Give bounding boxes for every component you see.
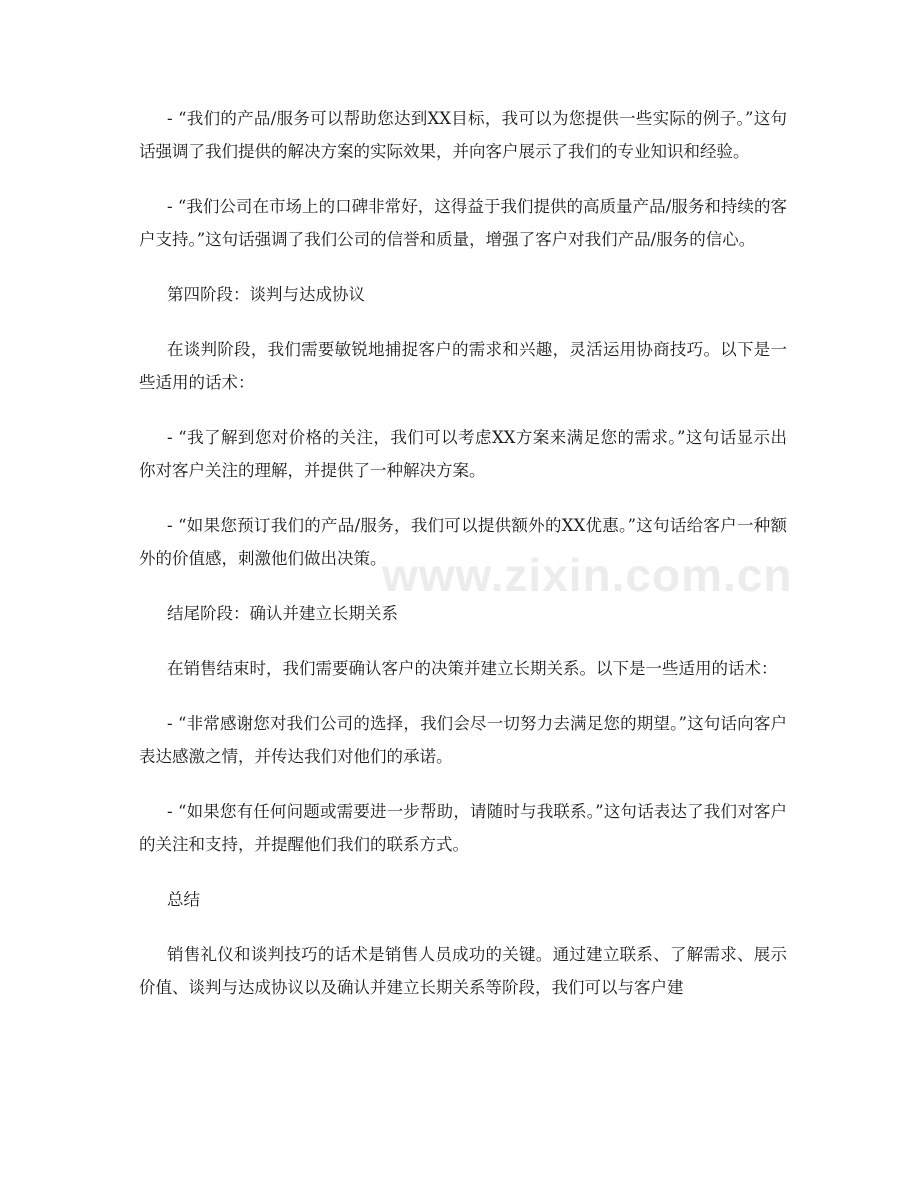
paragraph-thanks-quote: - “非常感谢您对我们公司的选择，我们会尽一切努力去满足您的期望。”这句话向客户表达感激之情，并传达我们对他们的承诺。 xyxy=(139,714,787,766)
section-heading-summary: 总结 xyxy=(167,890,200,909)
paragraph-reputation-quote: - “我们公司在市场上的口碑非常好，这得益于我们提供的高质量产品/服务和持续的客户支持。”这句话强调了我们公司的信誉和质量，增强了客户对我们产品/服务的信心。 xyxy=(139,197,787,249)
paragraph-negotiation-intro: 在谈判阶段，我们需要敏锐地捕捉客户的需求和兴趣，灵活运用协商技巧。以下是一些适用的话术： xyxy=(139,340,787,392)
paragraph-contact-quote: - “如果您有任何问题或需要进一步帮助，请随时与我联系。”这句话表达了我们对客户的关注和支持，并提醒他们我们的联系方式。 xyxy=(139,802,787,854)
paragraph-closing-intro: 在销售结束时，我们需要确认客户的决策并建立长期关系。以下是一些适用的话术： xyxy=(167,659,778,678)
paragraph-discount-quote: - “如果您预订我们的产品/服务，我们可以提供额外的XX优惠。”这句话给客户一种额外的价值感，刺激他们做出决策。 xyxy=(139,516,787,568)
paragraph-price-quote: - “我了解到您对价格的关注，我们可以考虑XX方案来满足您的需求。”这句话显示出你对客户关注的理解，并提供了一种解决方案。 xyxy=(139,428,787,480)
paragraph-summary: 销售礼仪和谈判技巧的话术是销售人员成功的关键。通过建立联系、了解需求、展示价值、谈判与达成协议以及确认并建立长期关系等阶段，我们可以与客户建 xyxy=(139,945,787,997)
document-body xyxy=(139,102,787,1026)
paragraph-example-quote: - “我们的产品/服务可以帮助您达到XX目标，我可以为您提供一些实际的例子。”这句话强调了我们提供的解决方案的实际效果，并向客户展示了我们的专业知识和经验。 xyxy=(139,109,787,161)
section-heading-negotiation: 第四阶段：谈判与达成协议 xyxy=(167,285,365,304)
watermark-text: www.zixin.com.cn xyxy=(382,549,793,601)
section-heading-closing: 结尾阶段：确认并建立长期关系 xyxy=(167,604,398,623)
